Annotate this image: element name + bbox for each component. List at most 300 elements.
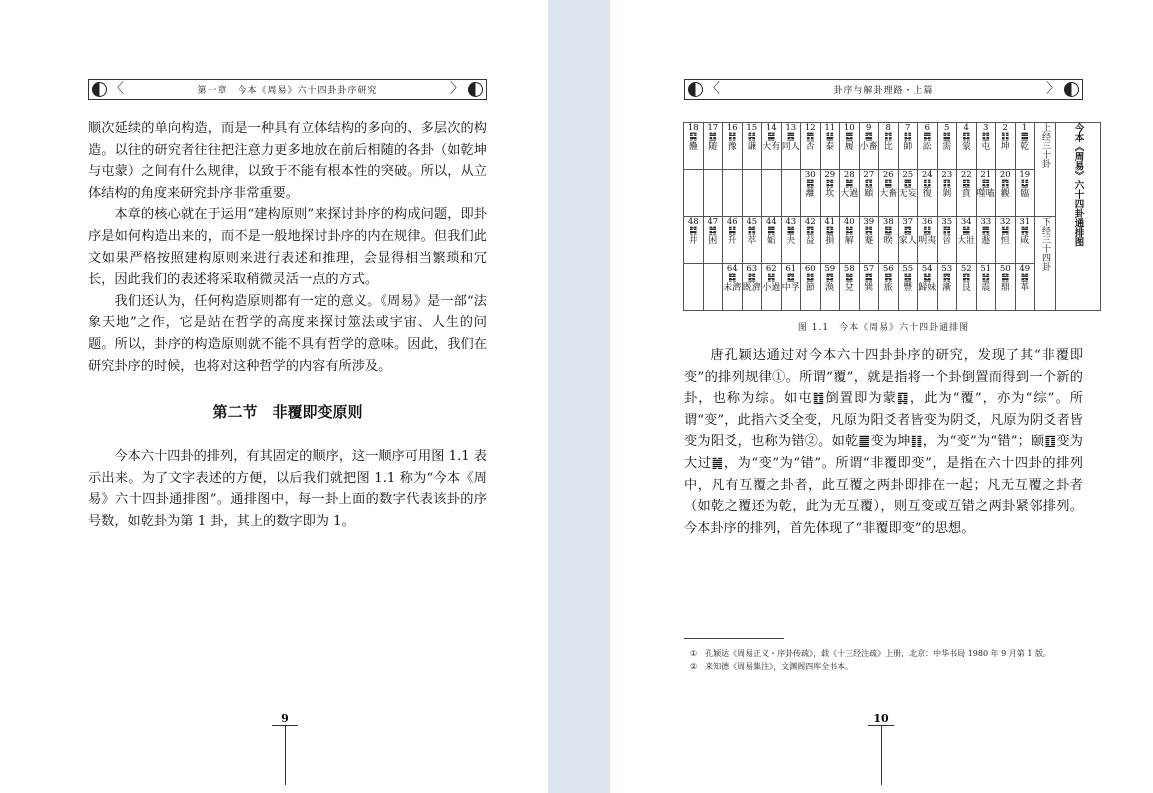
hexagram-name: 困: [708, 236, 718, 246]
hexagram-cell: [859, 264, 879, 311]
page-number: 10: [873, 712, 889, 725]
hexagram-cell: [723, 123, 743, 170]
hexagram-number: 16: [726, 123, 738, 133]
hexagram-symbol: ䷲: [981, 273, 990, 283]
hexagram-cell: [840, 264, 860, 311]
hexagram-name: 随: [708, 142, 718, 152]
hexagram-number: 4: [963, 123, 969, 133]
hexagram-cell: [937, 170, 957, 217]
footnote-rule: [684, 638, 784, 639]
hexagram-cell: [996, 264, 1016, 311]
hexagram-symbol: ䷜: [825, 179, 834, 189]
hexagram-number: 26: [882, 170, 894, 180]
hexagram-name: 无妄: [898, 189, 917, 199]
hexagram-cell: [820, 170, 840, 217]
hexagram-number: 13: [785, 123, 797, 133]
hexagram-cell: [684, 217, 704, 264]
hexagram-number: 3: [983, 123, 989, 133]
hexagram-symbol: ䷾: [747, 273, 756, 283]
hexagram-symbol: ䷰: [1020, 273, 1029, 283]
hexagram-cell: [957, 264, 977, 311]
table-title: [1056, 123, 1101, 311]
hexagram-symbol: ䷳: [962, 273, 971, 283]
chevron-right-icon: 〉: [1046, 81, 1061, 97]
hexagram-symbol: ䷧: [845, 226, 854, 236]
hexagram-name: 離: [805, 189, 815, 199]
hexagram-name: 大有: [762, 142, 781, 152]
hexagram-cell: [723, 170, 743, 217]
hexagram-number: 5: [944, 123, 950, 133]
hexagram-symbol: ䷸: [864, 273, 873, 283]
hexagram-number: 24: [921, 170, 933, 180]
hexagram-symbol: ䷟: [1001, 226, 1010, 236]
hexagram-name: 師: [903, 142, 913, 152]
footnote-mark: ①: [690, 649, 698, 658]
hexagram-name: 渙: [825, 283, 835, 293]
hexagram-number: 55: [902, 264, 914, 274]
hexagram-number: 6: [924, 123, 930, 133]
hexagram-number: 30: [804, 170, 816, 180]
hexagram-cell: [742, 123, 762, 170]
hexagram-name: 漸: [942, 283, 952, 293]
hexagram-name: 艮: [961, 283, 971, 293]
hexagram-number: 9: [866, 123, 872, 133]
hexagram-symbol: ䷗: [923, 179, 932, 189]
hexagram-name: 歸妹: [918, 283, 937, 293]
footnote: [684, 661, 1084, 673]
hexagram-cell: [684, 123, 704, 170]
hexagram-number: 58: [843, 264, 855, 274]
footnote-text: 孔颖达《周易正义・序卦传疏》，载《十三经注疏》上册，北京：中华书局 1980 年 9 月第 1 版。: [705, 649, 1051, 658]
hexagram-cell: [723, 217, 743, 264]
hexagram-number: 57: [863, 264, 875, 274]
hexagram-number: 7: [905, 123, 911, 133]
hexagram-cell: [898, 170, 918, 217]
left-page: [0, 0, 548, 793]
right-page: [610, 0, 1153, 793]
hexagram-name: 既濟: [742, 283, 761, 293]
hexagram-number: 18: [687, 123, 699, 133]
figure-caption: 图 1.1 今本《周易》六十四卦通排图: [797, 323, 970, 333]
hexagram-cell: [742, 217, 762, 264]
hexagram-symbol: ䷵: [923, 273, 932, 283]
hexagram-number: 37: [902, 217, 914, 227]
hexagram-symbol: ䷚: [864, 179, 873, 189]
hexagram-symbol: ䷁: [1001, 132, 1010, 142]
hexagram-name: 豐: [903, 283, 913, 293]
hexagram-cell: [918, 170, 938, 217]
hexagram-name: 家人: [898, 236, 917, 246]
hexagram-number: 28: [843, 170, 855, 180]
hexagram-cell: [957, 217, 977, 264]
hexagram-name: 谦: [747, 142, 757, 152]
hexagram-symbol: ䷴: [942, 273, 951, 283]
hexagram-name: 遯: [981, 236, 991, 246]
section-heading: 第二节 非覆即变原则: [212, 403, 363, 421]
hexagram-cell: [801, 123, 821, 170]
hexagram-cell: [996, 123, 1016, 170]
upper-canon-label: [1035, 123, 1056, 217]
hexagram-symbol: ䷷: [884, 273, 893, 283]
hexagram-cell: [781, 217, 801, 264]
footnote-text: 来知德《周易集注》，文渊阁四库全书本。: [705, 662, 854, 671]
hexagram-name: 中孚: [781, 283, 800, 293]
hexagram-number: 40: [843, 217, 855, 227]
hexagram-number: 11: [824, 123, 836, 133]
hexagram-number: 64: [726, 264, 738, 274]
paragraph: 顺次延续的单向构造，而是一种具有立体结构的多向的、多层次的构造。以往的研究者往往把注意力更多地放在前后相随的各卦（如乾坤与屯蒙）之间有什么规律，以致于不能有根本性的突破。所以，从立体结构的角度来研究卦序非常重要。: [88, 121, 487, 201]
hexagram-cell: [820, 264, 840, 311]
hexagram-number: 62: [765, 264, 777, 274]
paragraph: 唐孔颖达通过对今本六十四卦卦序的研究，发现了其“非覆即变”的排列规律①。所谓“覆”，就是指将一个卦倒置而得到一个新的卦，也称为综。如屯䷂倒置即为蒙䷃，此为“覆”，亦为“综”。所谓“变”，此指六爻全变，凡原为阳爻者皆变为阴爻，凡原为阴爻者皆变为阳爻，也称为错②。如乾䷀变为坤䷁，为“变”为“错”；颐䷚变为大过䷛，为“变”为“错”。所谓“非覆即变”，是指在六十四卦的排列中，凡有互覆之卦者，此互覆之两卦即排在一起；凡无互覆之卦者（如乾之覆还为乾，此为无互覆），则互变或互错之两卦紧邻排列。今本卦序的排列，首先体现了“非覆即变”的思想。: [684, 348, 1083, 536]
hexagram-symbol: ䷝: [806, 179, 815, 189]
hexagram-name: 明夷: [918, 236, 937, 246]
hexagram-cell: [840, 217, 860, 264]
hexagram-number: 56: [882, 264, 894, 274]
hexagram-name: 巽: [864, 283, 874, 293]
hexagram-number: 54: [921, 264, 933, 274]
hexagram-symbol: ䷇: [884, 132, 893, 142]
hexagram-symbol: ䷬: [747, 226, 756, 236]
hexagram-number: 34: [960, 217, 972, 227]
hexagram-cell: [996, 217, 1016, 264]
hexagram-cell: [879, 264, 899, 311]
hexagram-name: 咸: [1020, 236, 1030, 246]
hexagram-number: 10: [843, 123, 855, 133]
hexagram-name: 乾: [1020, 142, 1030, 152]
hexagram-cell: [996, 170, 1016, 217]
hexagram-symbol: ䷃: [962, 132, 971, 142]
hexagram-number: 31: [1019, 217, 1031, 227]
hexagram-number: 2: [1002, 123, 1008, 133]
running-header: [684, 79, 1083, 100]
hexagram-symbol: ䷭: [728, 226, 737, 236]
hexagram-symbol: ䷨: [825, 226, 834, 236]
hexagram-cell: [762, 123, 782, 170]
hexagram-cell: [801, 264, 821, 311]
chevron-left-icon: 〈: [706, 81, 721, 97]
hexagram-symbol: ䷑: [689, 132, 698, 142]
section-body: [88, 446, 487, 532]
hexagram-number: 17: [707, 123, 719, 133]
hexagram-name: 夬: [786, 236, 796, 246]
hexagram-cell: [976, 264, 996, 311]
hexagram-cell: [703, 123, 723, 170]
hexagram-number: 27: [863, 170, 875, 180]
hexagram-cell: [723, 264, 743, 311]
hexagram-name: 復: [922, 189, 932, 199]
hexagram-name: 萃: [747, 236, 757, 246]
hexagram-cell: [859, 217, 879, 264]
hexagram-number: 19: [1019, 170, 1031, 180]
hexagram-name: 臨: [1020, 189, 1030, 199]
hexagram-name: 坤: [1000, 142, 1010, 152]
hexagram-symbol: ䷿: [728, 273, 737, 283]
hexagram-name: 訟: [922, 142, 932, 152]
hexagram-name: 噬嗑: [976, 189, 995, 199]
hexagram-name: 大過: [840, 189, 859, 199]
hexagram-number: 12: [804, 123, 816, 133]
hexagram-number: 32: [999, 217, 1011, 227]
hexagram-cell: [742, 264, 762, 311]
hexagram-name: 恒: [1000, 236, 1010, 246]
hexagram-cell: [1015, 170, 1035, 217]
hexagram-symbol: ䷕: [962, 179, 971, 189]
hexagram-cell: [684, 170, 704, 217]
hexagram-table: [683, 122, 1101, 311]
hexagram-symbol: ䷤: [903, 226, 912, 236]
hexagram-cell: [820, 217, 840, 264]
hexagram-name: 否: [805, 142, 815, 152]
hexagram-symbol: ䷫: [767, 226, 776, 236]
hexagram-name: 同人: [781, 142, 800, 152]
hexagram-cell: [762, 170, 782, 217]
hexagram-symbol: ䷡: [962, 226, 971, 236]
hexagram-symbol: ䷒: [1020, 179, 1029, 189]
hexagram-cell: [859, 123, 879, 170]
hexagram-cell: [762, 264, 782, 311]
yin-yang-icon: [688, 82, 703, 97]
hexagram-name: 頤: [864, 189, 874, 199]
hexagram-symbol: ䷓: [1001, 179, 1010, 189]
hexagram-cell: [937, 123, 957, 170]
hexagram-symbol: ䷐: [708, 132, 717, 142]
hexagram-cell: [840, 123, 860, 170]
hexagram-symbol: ䷻: [806, 273, 815, 283]
hexagram-symbol: ䷙: [884, 179, 893, 189]
hexagram-name: 觀: [1000, 189, 1010, 199]
footnote: [684, 648, 1084, 660]
hexagram-number: 51: [980, 264, 992, 274]
hexagram-number: 42: [804, 217, 816, 227]
hexagram-name: 剝: [942, 189, 952, 199]
hexagram-cell: [879, 217, 899, 264]
hexagram-number: 45: [746, 217, 758, 227]
hexagram-name: 蠱: [688, 142, 698, 152]
chevron-left-icon: 〈: [110, 81, 125, 97]
canon-label-text: 下经三十四卦: [1040, 217, 1050, 271]
hexagram-cell: [918, 123, 938, 170]
hexagram-cell: [801, 217, 821, 264]
hexagram-symbol: ䷠: [981, 226, 990, 236]
paragraph: 本章的核心就在于运用“建构原则”来探讨卦序的构成问题，即卦序是如何构造出来的，而不是一般地探讨卦序的内在规律。但我们此文如果严格按照建构原则来进行表述和推理，会显得相当繁琐和冗长，因此我们的表述将采取稍微灵活一点的方式。: [88, 207, 487, 288]
hexagram-name: 升: [727, 236, 737, 246]
hexagram-symbol: ䷋: [806, 132, 815, 142]
hexagram-cell: [703, 264, 723, 311]
hexagram-cell: [918, 217, 938, 264]
hexagram-name: 大畜: [879, 189, 898, 199]
hexagram-name: 屯: [981, 142, 991, 152]
hexagram-number: 59: [824, 264, 836, 274]
hexagram-cell: [898, 217, 918, 264]
hexagram-number: 38: [882, 217, 894, 227]
hexagram-cell: [879, 170, 899, 217]
hexagram-number: 21: [980, 170, 992, 180]
hexagram-cell: [859, 170, 879, 217]
table-title-text: 今本《周易》六十四卦通排图: [1072, 123, 1084, 247]
hexagram-cell: [703, 217, 723, 264]
hexagram-symbol: ䷯: [689, 226, 698, 236]
hexagram-name: 大壯: [957, 236, 976, 246]
paragraph: 我们还认为，任何构造原则都有一定的意义。《周易》是一部“法象天地”之作，它是站在哲学的高度来探讨筮法或宇宙、人生的问题。所以，卦序的构造原则就不能不具有哲学的意味。因此，我们在研究卦序的时候，也将对这种哲学的内容有所涉及。: [88, 293, 487, 374]
hexagram-symbol: ䷏: [728, 132, 737, 142]
footnotes: [684, 648, 1084, 674]
hexagram-number: 29: [824, 170, 836, 180]
hexagram-name: 益: [805, 236, 815, 246]
hexagram-name: 晉: [942, 236, 952, 246]
hexagram-number: 39: [863, 217, 875, 227]
hexagram-number: 43: [785, 217, 797, 227]
hexagram-number: 63: [746, 264, 758, 274]
hexagram-symbol: ䷎: [747, 132, 756, 142]
hexagram-name: 鼎: [1000, 283, 1010, 293]
running-header: [88, 79, 487, 100]
hexagram-number: 61: [785, 264, 797, 274]
hexagram-cell: [1015, 217, 1035, 264]
hexagram-symbol: ䷪: [786, 226, 795, 236]
hexagram-symbol: ䷩: [806, 226, 815, 236]
footnote-mark: ②: [690, 662, 698, 671]
hexagram-cell: [703, 170, 723, 217]
hexagram-number: 52: [960, 264, 972, 274]
hexagram-symbol: ䷊: [825, 132, 834, 142]
paragraph: 今本六十四卦的排列，有其固定的顺序，这一顺序可用图 1.1 表示出来。为了文字表述的方便，以后我们就把图 1.1 称为“今本《周易》六十四卦通排图”。通排图中，每一卦上面的数字代表该卦的序号数，如乾卦为第 1 卦，其上的数字即为 1。: [88, 449, 487, 529]
hexagram-number: 48: [687, 217, 699, 227]
hexagram-number: 14: [765, 123, 777, 133]
hexagram-symbol: ䷅: [923, 132, 932, 142]
hexagram-cell: [918, 264, 938, 311]
hexagram-name: 未濟: [723, 283, 742, 293]
hexagram-symbol: ䷉: [845, 132, 854, 142]
hexagram-name: 節: [805, 283, 815, 293]
yin-yang-icon: [1064, 82, 1079, 97]
hexagram-cell: [957, 123, 977, 170]
hexagram-symbol: ䷮: [708, 226, 717, 236]
header-text: 卦序与解卦理路・上篇: [833, 86, 934, 96]
canon-label-text: 上经三十卦: [1040, 123, 1050, 168]
hexagram-cell: [820, 123, 840, 170]
hexagram-number: 1: [1022, 123, 1028, 133]
hexagram-symbol: ䷼: [786, 273, 795, 283]
hexagram-number: 49: [1019, 264, 1031, 274]
hexagram-cell: [742, 170, 762, 217]
hexagram-name: 井: [688, 236, 698, 246]
hexagram-name: 比: [883, 142, 893, 152]
hexagram-symbol: ䷂: [981, 132, 990, 142]
hexagram-cell: [781, 123, 801, 170]
hexagram-cell: [762, 217, 782, 264]
hexagram-number: 41: [824, 217, 836, 227]
hexagram-symbol: ䷽: [767, 273, 776, 283]
hexagram-cell: [1015, 264, 1035, 311]
hexagram-cell: [937, 264, 957, 311]
hexagram-symbol: ䷆: [903, 132, 912, 142]
hexagram-name: 履: [844, 142, 854, 152]
page-number-stem: [881, 725, 882, 785]
hexagram-number: 22: [960, 170, 972, 180]
page-number: 9: [281, 712, 289, 725]
hexagram-cell: [840, 170, 860, 217]
hexagram-symbol: ䷞: [1020, 226, 1029, 236]
hexagram-cell: [976, 123, 996, 170]
hexagram-symbol: ䷣: [923, 226, 932, 236]
hexagram-symbol: ䷄: [942, 132, 951, 142]
body-text: [88, 118, 487, 377]
hexagram-cell: [879, 123, 899, 170]
hexagram-number: 23: [941, 170, 953, 180]
hexagram-symbol: ䷺: [825, 273, 834, 283]
hexagram-number: 36: [921, 217, 933, 227]
body-text: [684, 345, 1083, 539]
hexagram-number: 25: [902, 170, 914, 180]
hexagram-name: 蹇: [864, 236, 874, 246]
hexagram-symbol: ䷘: [903, 179, 912, 189]
hexagram-name: 蒙: [961, 142, 971, 152]
hexagram-cell: [801, 170, 821, 217]
hexagram-name: 需: [942, 142, 952, 152]
hexagram-cell: [781, 264, 801, 311]
hexagram-name: 旅: [883, 283, 893, 293]
hexagram-symbol: ䷱: [1001, 273, 1010, 283]
hexagram-symbol: ䷖: [942, 179, 951, 189]
hexagram-cell: [1015, 123, 1035, 170]
chevron-right-icon: 〉: [450, 81, 465, 97]
yin-yang-icon: [468, 82, 483, 97]
hexagram-cell: [976, 217, 996, 264]
hexagram-number: 46: [726, 217, 738, 227]
hexagram-name: 姤: [766, 236, 776, 246]
page-number-stem: [285, 725, 286, 785]
hexagram-symbol: ䷶: [903, 273, 912, 283]
hexagram-name: 損: [825, 236, 835, 246]
hexagram-symbol: ䷹: [845, 273, 854, 283]
hexagram-name: 小過: [762, 283, 781, 293]
hexagram-symbol: ䷥: [884, 226, 893, 236]
hexagram-name: 解: [844, 236, 854, 246]
hexagram-symbol: ䷢: [942, 226, 951, 236]
hexagram-number: 20: [999, 170, 1011, 180]
hexagram-cell: [898, 264, 918, 311]
hexagram-number: 44: [765, 217, 777, 227]
hexagram-number: 33: [980, 217, 992, 227]
hexagram-symbol: ䷛: [845, 179, 854, 189]
hexagram-number: 47: [707, 217, 719, 227]
hexagram-cell: [684, 264, 704, 311]
hexagram-number: 50: [999, 264, 1011, 274]
hexagram-name: 泰: [825, 142, 835, 152]
hexagram-name: 賁: [961, 189, 971, 199]
hexagram-symbol: ䷀: [1020, 132, 1029, 142]
hexagram-number: 60: [804, 264, 816, 274]
hexagram-cell: [976, 170, 996, 217]
hexagram-symbol: ䷔: [981, 179, 990, 189]
lower-canon-label: [1035, 217, 1056, 311]
yin-yang-icon: [92, 82, 107, 97]
hexagram-number: 35: [941, 217, 953, 227]
hexagram-cell: [957, 170, 977, 217]
hexagram-name: 革: [1020, 283, 1030, 293]
hexagram-name: 小畜: [859, 142, 878, 152]
table-row: [684, 217, 1101, 264]
hexagram-name: 睽: [883, 236, 893, 246]
hexagram-name: 坎: [825, 189, 835, 199]
hexagram-symbol: ䷌: [786, 132, 795, 142]
hexagram-number: 15: [746, 123, 758, 133]
header-text: 第一章 今本《周易》六十四卦卦序研究: [197, 86, 378, 96]
hexagram-number: 8: [885, 123, 891, 133]
hexagram-name: 震: [981, 283, 991, 293]
hexagram-symbol: ䷈: [864, 132, 873, 142]
